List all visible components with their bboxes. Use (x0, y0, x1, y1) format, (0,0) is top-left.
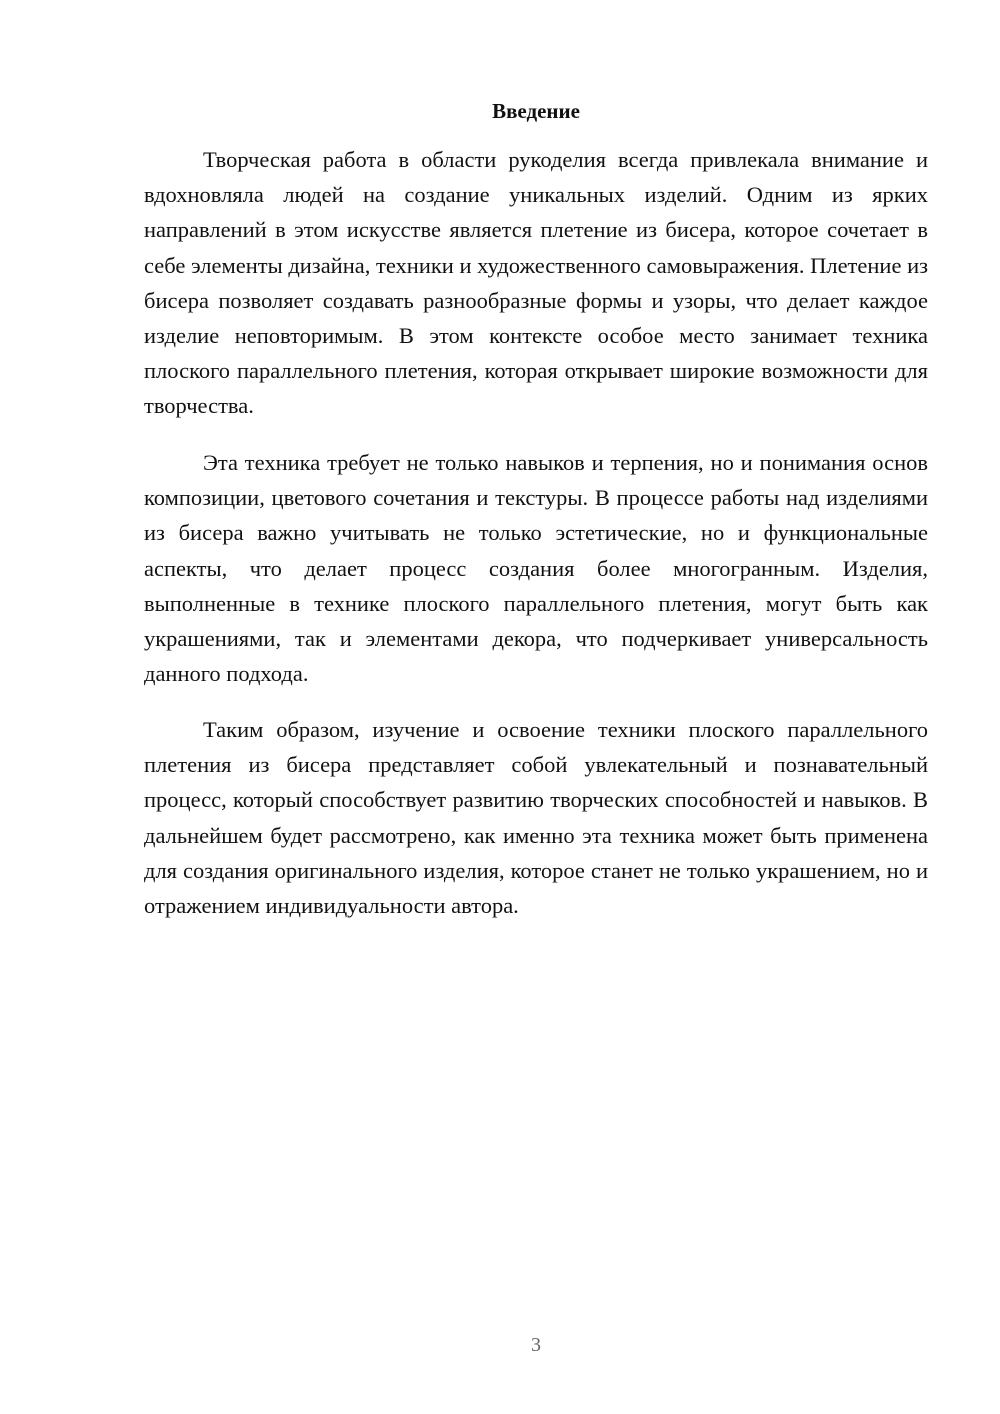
paragraph-1: Творческая работа в области рукоделия всегда привлекала внимание и вдохновляла людей на создание уникальных изделий. Одним из ярких направлений в этом искусстве является плетение из бисера, которое сочетает в себе элементы дизайна, техники и художественного самовыражения. Плетение из бисера позволяет создавать разнообразные формы и узоры, что делает каждое изделие неповторимым. В этом контексте особое место занимает техника плоского параллельного плетения, которая открывает широкие возможности для творчества. (144, 147, 928, 419)
page-number: 3 (531, 1334, 541, 1356)
paragraph-2: Эта техника требует не только навыков и терпения, но и понимания основ композиции, цветового сочетания и текстуры. В процессе работы над изделиями из бисера важно учитывать не только эстетические, но и функциональные аспекты, что делает процесс создания более многогранным. Изделия, выполненные в технике плоского параллельного плетения, могут быть как украшениями, так и элементами декора, что подчеркивает универсальность данного подхода. (144, 450, 928, 687)
paragraph-3: Таким образом, изучение и освоение техники плоского параллельного плетения из бисера представляет собой увлекательный и познавательный процесс, который способствует развитию творческих способностей и навыков. В дальнейшем будет рассмотрено, как именно эта техника может быть применена для создания оригинального изделия, которое станет не только украшением, но и отражением индивидуальности автора. (144, 717, 928, 919)
section-heading: Введение (492, 99, 580, 123)
